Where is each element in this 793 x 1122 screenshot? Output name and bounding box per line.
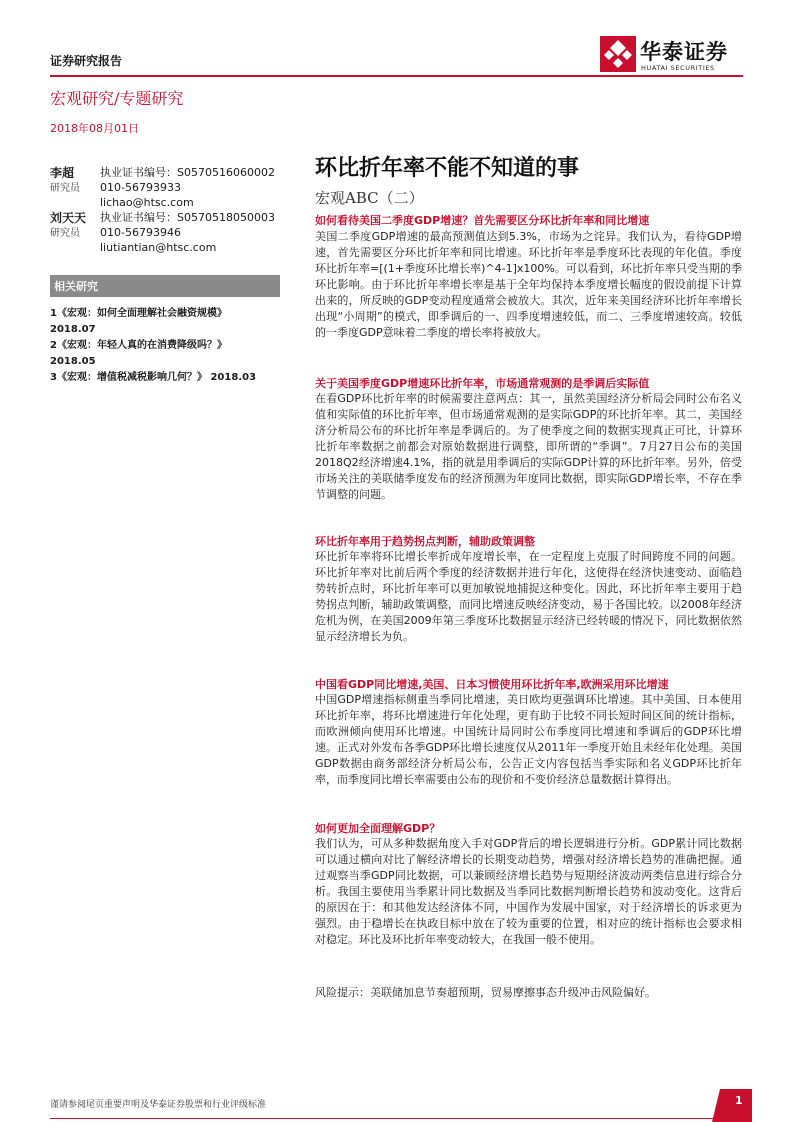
page-subtitle: 宏观ABC（二） — [315, 189, 424, 207]
section-heading: 如何看待美国二季度GDP增速？首先需要区分环比折年率和同比增速 — [315, 214, 650, 227]
author-email[interactable]: liutiantian@htsc.com — [100, 241, 217, 254]
section-body: 我们认为，可从多种数据角度入手对GDP背后的增长逻辑进行分析。GDP累计同比数据可以通过横向对比了解经济增长的长期变动趋势，增强对经济增长趋势的准确把握。通过观察当季GDP同比数据，可以兼顾经济增长趋势与短期经济波动两类信息进行综合分析。我国主要使用当季累计同比数据及当季同比数据判断增长趋势和波动变化。这背后的原因在于：和其他发达经济体不同，中国作为发展中国家，对于经济增长的诉求更为强烈。由于稳增长在执政目标中放在了较为重要的位置，相对应的统计指标也会要求相对稳定。环比及环比折年率变动较大，在我国一般不使用。 — [315, 837, 742, 946]
related-research-text: 2《宏观：年轻人真的在消费降级吗？》 — [50, 340, 227, 351]
section-body: 在看GDP环比折年率的时候需要注意两点：其一，虽然美国经济分析局会同时公布名义值和实际值的环比折年率，但市场通常观测的是实际GDP的环比折年率。其二，美国经济分析局公布的环比折年率是季调后的。为了使季度之间的数据实现真正可比，计算环比折年率数据之前都会对原始数据进行调整，即所谓的“季调”。7月27日公布的美国2018Q2经济增速4.1%，指的就是用季调后的实际GDP计算的环比折年率。另外，倍受市场关注的美联储季度发布的经济预测为年度同比数据，即实际GDP增长率，不存在季节调整的问题。 — [315, 392, 742, 501]
author-email[interactable]: lichao@htsc.com — [100, 196, 194, 209]
author-license: 执业证书编号：S0570516060002 — [100, 166, 275, 179]
related-research-text: 3《宏观：增值税减税影响几何？》 — [50, 372, 207, 383]
related-research-list — [50, 306, 285, 386]
related-research-item[interactable] — [50, 306, 285, 338]
report-category: 宏观研究/专题研究 — [50, 89, 184, 108]
related-research-date: 2018.07 — [50, 324, 96, 335]
author-phone: 010-56793946 — [100, 226, 181, 239]
brand-name-cn: 华泰证券 — [640, 40, 728, 64]
section-heading: 中国看GDP同比增速,美国、日本习惯使用环比折年率,欧洲采用环比增速 — [315, 678, 669, 691]
risk-warning: 风险提示：美联储加息节奏超预期，贸易摩擦事态升级冲击风险偏好。 — [315, 986, 656, 999]
brand-logo — [600, 34, 750, 74]
report-type: 证券研究报告 — [50, 54, 123, 68]
related-research-item[interactable] — [50, 338, 285, 370]
footer-disclaimer[interactable]: 谨请参阅尾页重要声明及华泰证券股票和行业评级标准 — [50, 1100, 267, 1110]
brand-name-en: HUATAI SECURITIES — [641, 64, 715, 72]
header-divider — [50, 75, 743, 77]
author-phone: 010-56793933 — [100, 181, 181, 194]
report-date: 2018年08月01日 — [50, 122, 139, 135]
related-research-date: 2018.05 — [50, 356, 96, 367]
author-card — [50, 166, 300, 210]
author-license: 执业证书编号：S0570518050003 — [100, 211, 275, 224]
page-number: 1 — [735, 1094, 743, 1107]
page-number-badge — [712, 1089, 752, 1122]
section-heading: 环比折年率用于趋势拐点判断，辅助政策调整 — [315, 535, 535, 548]
author-role: 研究员 — [50, 183, 80, 194]
author-role: 研究员 — [50, 228, 80, 239]
section-body: 美国二季度GDP增速的最高预测值达到5.3%，市场为之诧异。我们认为，看待GDP增速，首先需要区分环比折年率和同比增速。环比折年率是季度环比表现的年化值。季度环比折年率=[(1+季度环比增长率)^4-1]x100%。可以看到，环比折年率只受当期的季环比影响。由于环比折年率增长率是基于全年均保持本季度增长幅度的假设前提下计算出来的，所反映的GDP变动程度通常会被放大。其次，近年来美国经济环比折年率增长出现“小周期”的模式，即季调后的一、四季度增速较低，而二、三季度增速较高。较低的一季度GDP意味着二季度的增长率将被放大。 — [315, 230, 742, 339]
section-heading: 关于美国季度GDP增速环比折年率，市场通常观测的是季调后实际值 — [315, 377, 650, 390]
related-research-date: 2018.03 — [210, 372, 256, 383]
section-body: 中国GDP增速指标侧重当季同比增速，美日欧均更强调环比增速。其中美国、日本使用环比折年率，将环比增速进行年化处理，更有助于比较不同长短时间区间的统计指标，而欧洲倾向使用环比增速。中国统计局同时公布季度同比增速和季调后的GDP环比增速。正式对外发布各季GDP环比增长速度仅从2011年一季度开始且未经年化处理。美国GDP数据由商务部经济分析局公布，公告正文内容包括当季实际和名义GDP环比折年率，而季度同比增长率需要由公布的现价和不变价经济总量数据计算得出。 — [315, 693, 742, 786]
author-name: 李超 — [50, 166, 75, 180]
footer-divider — [50, 1118, 743, 1119]
huatai-logo-icon — [600, 36, 636, 72]
author-name: 刘天天 — [50, 211, 87, 225]
related-research-title: 相关研究 — [54, 280, 98, 293]
section-body: 环比折年率将环比增长率折成年度增长率，在一定程度上克服了时间跨度不同的问题。环比折年率对比前后两个季度的经济数据并进行年化，这使得在经济快速变动、面临趋势转折点时，环比折年率可以更加敏锐地捕捉这种变化。因此，环比折年率主要用于趋势拐点判断，辅助政策调整，而同比增速反映经济变动，易于各国比较。以2008年经济危机为例，在美国2009年第三季度环比数据显示经济已经转暖的情况下，同比数据依然显示经济增长为负。 — [315, 550, 742, 643]
page-title: 环比折年率不能不知道的事 — [315, 155, 580, 181]
author-card — [50, 211, 300, 255]
related-research-text: 1《宏观：如何全面理解社会融资规模》 — [50, 308, 227, 319]
related-research-item[interactable] — [50, 370, 285, 386]
section-heading: 如何更加全面理解GDP？ — [315, 822, 441, 835]
